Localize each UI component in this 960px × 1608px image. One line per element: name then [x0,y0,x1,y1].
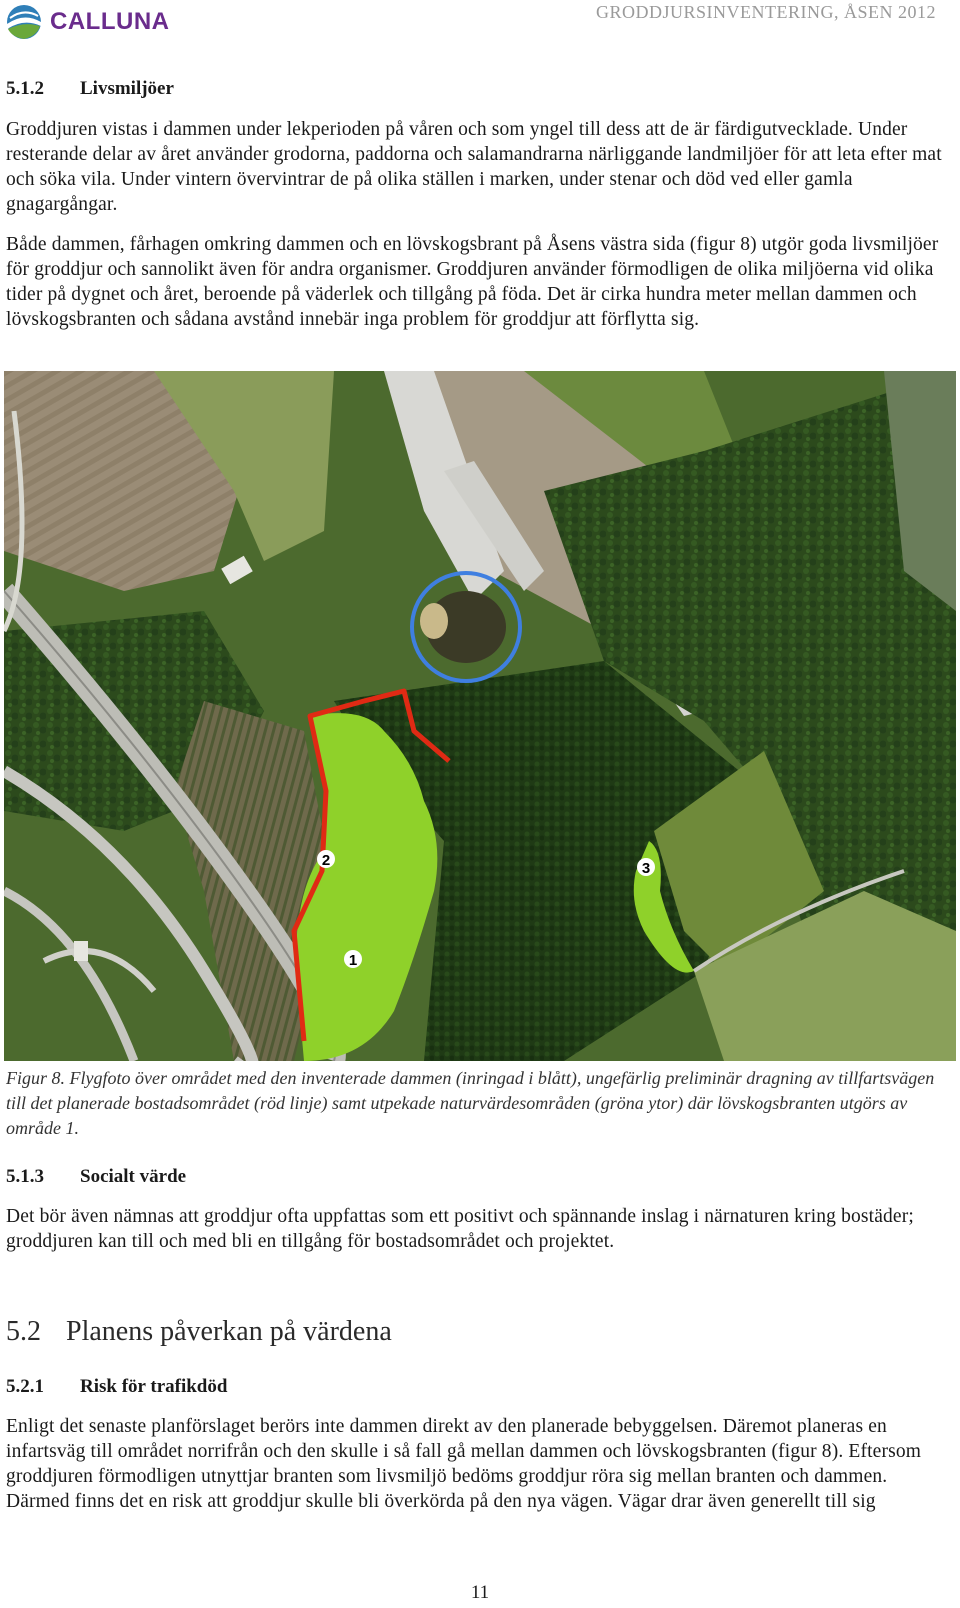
logo-text: CALLUNA [50,8,170,35]
paragraph-socialt-varde: Det bör även nämnas att groddjur ofta uppfattas som ett positivt och spännande inslag i närnaturen kring bostäder; groddjuren kan till och med bli en tillgång för bostadsområdet och projektet. [6,1206,914,1252]
section-number: 5.2.1 [6,1376,44,1397]
section-title: Livsmiljöer [80,78,174,99]
calluna-logo-icon [4,2,48,42]
section-number: 5.1.3 [6,1166,44,1187]
paragraph-livsmiljoer-1: Groddjuren vistas i dammen under lekperioden på våren och som yngel till dess att de är färdigutvecklade. Under resterande delar av året använder grodorna, paddorna och salamandrarna närliggande landmiljöer för att leta efter mat och söka vila. Under vintern övervintrar de på olika ställen i marken, under stenar och död ved eller gamla gnagargångar. [6,119,942,215]
section-number: 5.2 [6,1316,41,1347]
section-number: 5.1.2 [6,78,44,99]
svg-text:1: 1 [348,952,358,969]
svg-text:3: 3 [641,860,651,877]
calluna-logo [4,2,174,42]
paragraph-risk-for-trafikdod: Enligt det senaste planförslaget berörs inte dammen direkt av den planerade bebyggelsen. Däremot planeras en infartsväg till området norrifrån och den skulle i så fall gå mellan dammen och lövskogsbranten (figur 8). Eftersom groddjuren förmodligen utnyttjar branten som livsmiljö bedöms groddjur röra sig mellan branten och dammen. Därmed finns det en risk att groddjur skulle bli överkörda på den nya vägen. Vägar drar även generellt till sig [6,1416,922,1512]
aerial-photo-map [4,371,956,1061]
section-heading-planens-paverkan [6,1316,392,1348]
page-header [0,0,960,44]
figure-caption: Figur 8. Flygfoto över området med den inventerade dammen (inringad i blått), ungefärlig preliminär dragning av tillfartsvägen till det planerade bostadsområdet (röd linje) samt utpekade naturvärdesområden (gröna ytor) där lövskogsbranten utgörs av område 1. [6,1068,935,1138]
section-heading-socialt-varde [6,1166,186,1188]
section-heading-risk-for-trafikdod [6,1376,227,1398]
pond-bank [420,603,448,639]
section-title: Socialt värde [80,1166,187,1187]
svg-text:2: 2 [321,852,331,869]
section-heading-livsmiljoer [6,78,174,100]
building [74,941,88,961]
paragraph-livsmiljoer-2: Både dammen, fårhagen omkring dammen och en lövskogsbrant på Åsens västra sida (figur 8) utgör goda livsmiljöer för groddjur och sannolikt även för andra organismer. Groddjuren använder förmodligen de olika miljöerna vid olika tider på dygnet och året, beroende på väderlek och tillgång på föda. Det är cirka hundra meter mellan dammen och lövskogsbranten och sådana avstånd innebär inga problem för groddjur att förflytta sig. [6,234,939,330]
page-number: 11 [470,1582,490,1603]
document-title: GRODDJURSINVENTERING, ÅSEN 2012 [595,2,936,22]
section-title: Planens påverkan på värdena [66,1316,392,1347]
section-title: Risk för trafikdöd [80,1376,228,1397]
